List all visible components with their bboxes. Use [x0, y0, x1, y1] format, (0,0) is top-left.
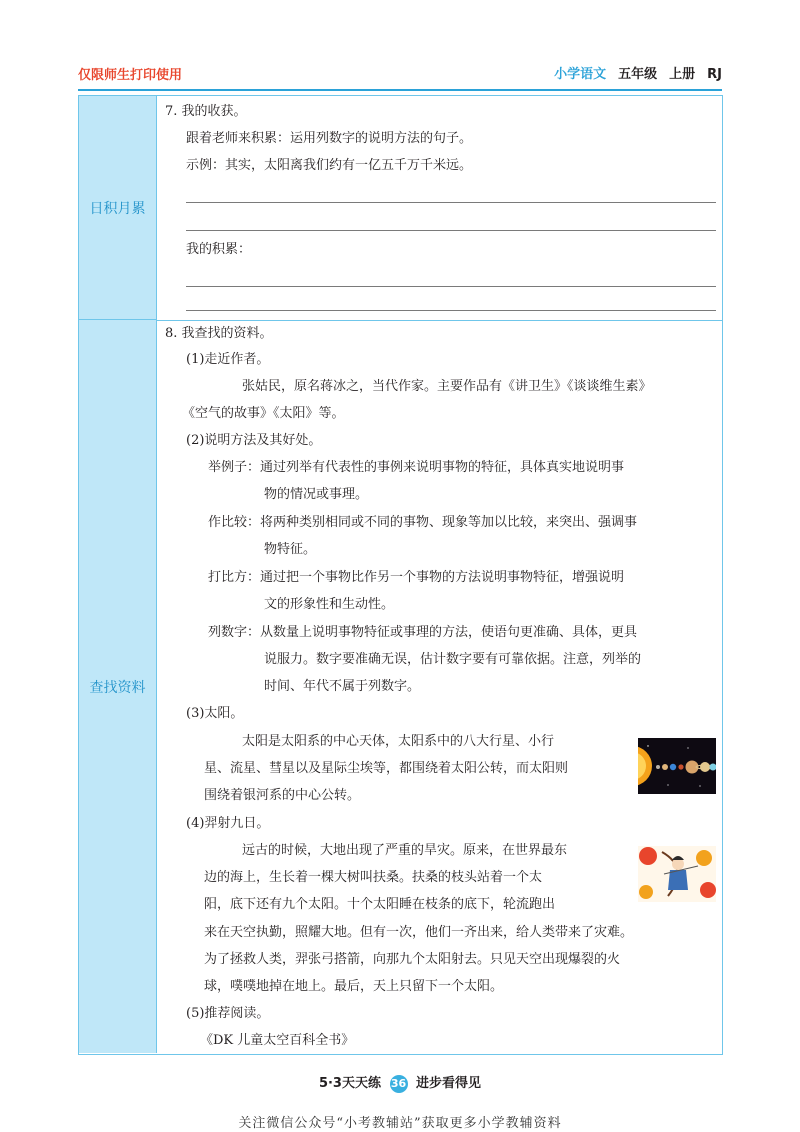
my-collection-label: 我的积累： [186, 242, 252, 257]
question-7-title: 7. 我的收获。 [165, 104, 247, 119]
question-7-example: 示例：其实，太阳离我们约有一亿五千万千米远。 [186, 158, 473, 173]
part-3-title: (3)太阳。 [186, 706, 244, 721]
side-label-research: 查找资料 [79, 320, 157, 1053]
grade-label: 五年级 [618, 67, 658, 82]
method-example: 物的情况或事理。 [264, 487, 369, 502]
term-label: 上册 [669, 67, 696, 82]
part-5-title: (5)推荐阅读。 [186, 1006, 270, 1021]
edition-label: RJ [707, 67, 722, 82]
author-text: 《空气的故事》《太阳》等。 [182, 406, 345, 421]
method-analogy: 打比方：通过把一个事物比作另一个事物的方法说明事物特征，增强说明 [208, 570, 625, 585]
houyi-story: 阳，底下还有九个太阳。十个太阳睡在枝条的底下，轮流跑出 [204, 897, 556, 912]
footer-branding [0, 1072, 800, 1093]
method-comparison: 物特征。 [264, 542, 317, 557]
houyi-story: 远古的时候，大地出现了严重的旱灾。原来，在世界最东 [242, 843, 568, 858]
part-1-title: (1)走近作者。 [186, 352, 270, 367]
method-numbers: 列数字：从数量上说明事物特征或事理的方法，使语句更准确、具体，更具 [208, 625, 638, 640]
answer-line[interactable] [186, 310, 716, 311]
houyi-story: 来在天空执勤，照耀大地。但有一次，他们一齐出来，给人类带来了灾难。 [204, 925, 634, 940]
method-analogy: 文的形象性和生动性。 [264, 597, 395, 612]
method-numbers: 时间、年代不属于列数字。 [264, 679, 421, 694]
houyi-story: 球，噗噗地掉在地上。最后，天上只留下一个太阳。 [204, 979, 504, 994]
book-info [554, 63, 722, 82]
footer-slogan: 进步看得见 [416, 1076, 482, 1091]
row-divider [157, 320, 722, 321]
print-notice: 仅限师生打印使用 [78, 68, 183, 83]
answer-line[interactable] [186, 230, 716, 231]
side-label-accumulation: 日积月累 [79, 96, 157, 320]
part-2-title: (2)说明方法及其好处。 [186, 433, 322, 448]
part-4-title: (4)羿射九日。 [186, 816, 270, 831]
header-divider [78, 89, 722, 91]
subject-label: 小学语文 [554, 67, 607, 82]
sun-text: 星、流星、彗星以及星际尘埃等，都围绕着太阳公转，而太阳则 [204, 761, 569, 776]
houyi-story: 边的海上，生长着一棵大树叫扶桑。扶桑的枝头站着一个太 [204, 870, 543, 885]
question-8-title: 8. 我查找的资料。 [165, 326, 273, 341]
method-comparison: 作比较：将两种类别相同或不同的事物、现象等加以比较，来突出、强调事 [208, 515, 638, 530]
page-number: 36 [390, 1075, 408, 1093]
answer-line[interactable] [186, 286, 716, 287]
houyi-story: 为了拯救人类，羿张弓搭箭，向那九个太阳射去。只见天空出现爆裂的火 [204, 952, 621, 967]
sun-text: 太阳是太阳系的中心天体，太阳系中的八大行星、小行 [242, 734, 555, 749]
question-7-instruction: 跟着老师来积累：运用列数字的说明方法的句子。 [186, 131, 473, 146]
houyi-archer-image [638, 846, 716, 902]
wechat-notice: 关注微信公众号“小考教辅站”获取更多小学教辅资料 [238, 1116, 562, 1131]
recommended-book: 《DK 儿童太空百科全书》 [200, 1033, 355, 1048]
footer-series: 5·3天天练 [318, 1076, 381, 1091]
method-numbers: 说服力。数字要准确无误，估计数字要有可靠依据。注意，列举的 [264, 652, 642, 667]
answer-line[interactable] [186, 202, 716, 203]
sun-text: 围绕着银河系的中心公转。 [204, 788, 361, 803]
solar-system-image [638, 738, 716, 794]
author-text: 张姑民，原名蒋冰之，当代作家。主要作品有《讲卫生》《谈谈维生素》 [242, 379, 652, 394]
method-example: 举例子：通过列举有代表性的事例来说明事物的特征，具体真实地说明事 [208, 460, 625, 475]
